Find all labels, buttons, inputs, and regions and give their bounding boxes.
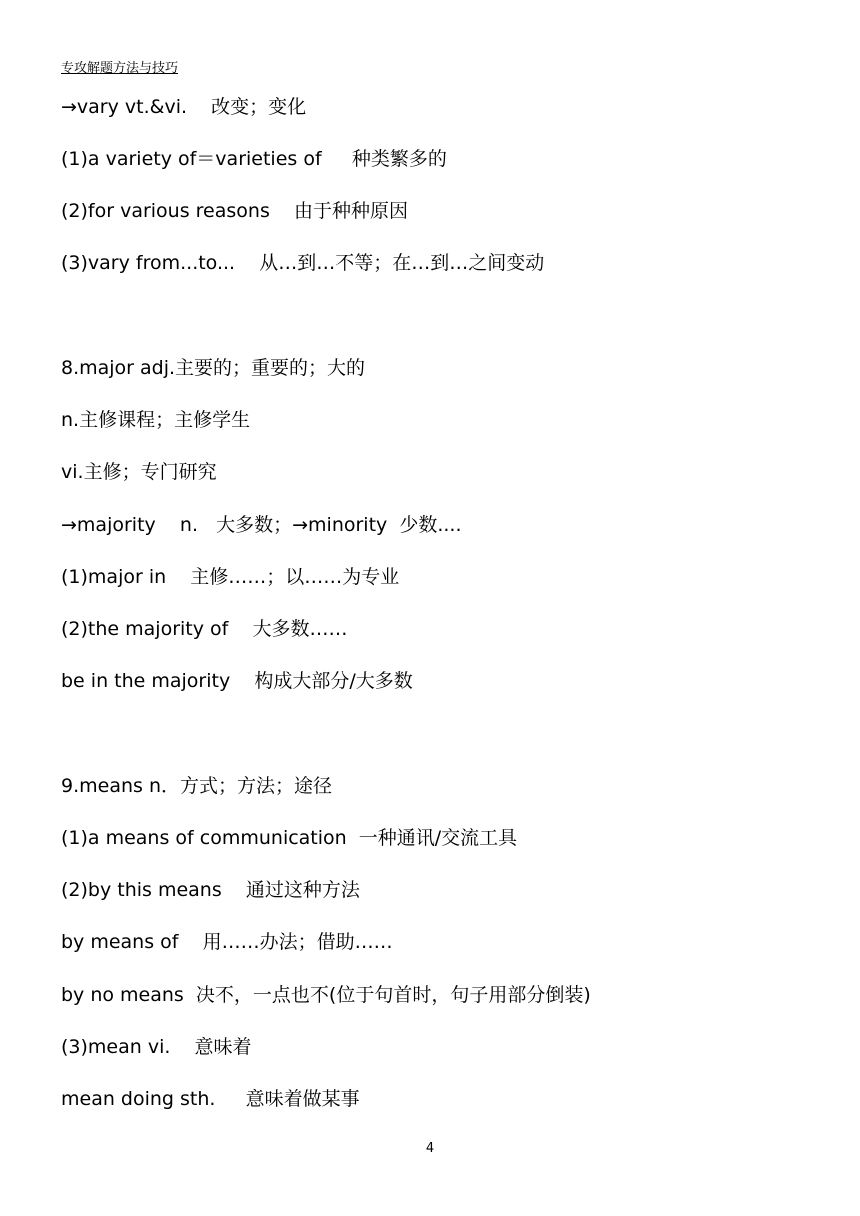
text-line: by no means 决不，一点也不(位于句首时，句子用部分倒装)	[61, 984, 591, 1006]
text-line: (1)a means of communication 一种通讯/交流工具	[61, 827, 518, 849]
text-line: (2)the majority of 大多数……	[61, 618, 348, 640]
text-line: be in the majority 构成大部分/大多数	[61, 670, 413, 692]
text-line: (3)mean vi. 意味着	[61, 1036, 252, 1058]
document-header: 专攻解题方法与技巧	[61, 61, 179, 76]
text-line: 9.means n．方式；方法；途径	[61, 775, 332, 797]
text-line: n.主修课程；主修学生	[61, 409, 251, 431]
text-line: (1)a variety of＝varieties of 种类繁多的	[61, 148, 447, 170]
text-line: →vary vt.&vi. 改变；变化	[61, 96, 307, 118]
text-line: (3)vary from...to... 从…到…不等；在…到…之间变动	[61, 252, 545, 274]
text-line: →majority n. 大多数；→minority 少数....	[61, 514, 462, 536]
page-number: 4	[425, 1141, 435, 1156]
text-line: (2)for various reasons 由于种种原因	[61, 200, 409, 222]
text-line: mean doing sth. 意味着做某事	[61, 1088, 360, 1110]
text-line: (2)by this means 通过这种方法	[61, 879, 360, 901]
text-line: 8.major adj.主要的；重要的；大的	[61, 357, 366, 379]
text-line: by means of 用……办法；借助……	[61, 931, 393, 953]
text-line: vi.主修；专门研究	[61, 461, 217, 483]
text-line: (1)major in 主修……；以……为专业	[61, 566, 400, 588]
